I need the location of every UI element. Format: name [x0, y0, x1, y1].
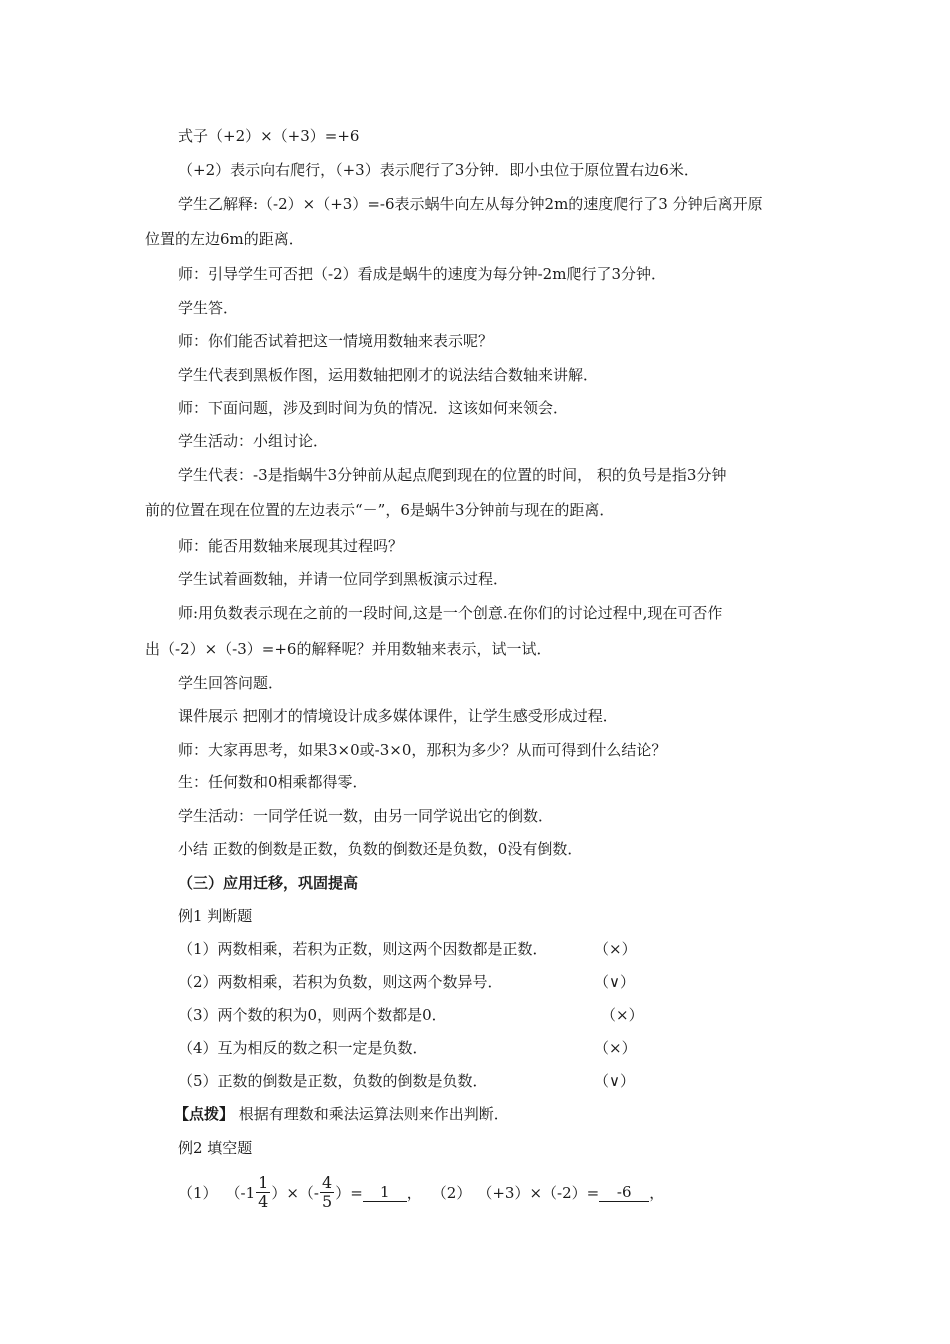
example-title: 例2 填空题	[178, 1139, 253, 1157]
judge-item: （2）两数相乘，若积为负数，则这两个数异号．	[178, 973, 503, 991]
text-line: 学生代表：-3是指蜗牛3分钟前从起点爬到现在的位置的时间， 积的负号是指3分钟	[178, 466, 727, 484]
judge-answer: （∨）	[594, 1072, 635, 1090]
fraction-numerator: 4	[322, 1172, 333, 1192]
judge-item: （5）正数的倒数是正数，负数的倒数是负数．	[178, 1072, 488, 1090]
fraction-denominator: 4	[258, 1191, 269, 1211]
example-title: 例1 判断题	[178, 907, 253, 925]
text-line: 生：任何数和0相乘都得零．	[178, 773, 368, 791]
text-line: 师：引导学生可否把（-2）看成是蜗牛的速度为每分钟-2m爬行了3分钟．	[178, 265, 666, 283]
hint-line	[174, 1104, 509, 1124]
text-line: 式子（+2）×（+3）=+6	[178, 127, 360, 145]
judge-answer: （×）	[594, 1039, 637, 1057]
text-line: 位置的左边6m的距离．	[145, 230, 304, 248]
separator: ，	[406, 1183, 422, 1202]
judge-item: （3）两个数的积为0，则两个数都是0．	[178, 1006, 447, 1024]
text-line: 小结 正数的倒数是正数，负数的倒数还是负数，0没有倒数．	[178, 840, 583, 858]
judge-answer: （×）	[601, 1006, 644, 1024]
text-line: 师：大家再思考，如果3×0或-3×0，那积为多少？从而可得到什么结论？	[178, 741, 667, 759]
text-line: 学生乙解释:（-2）×（+3）=-6表示蜗牛向左从每分钟2m的速度爬行了3 分钟后离开原	[178, 195, 763, 213]
hint-text: 根据有理数和乘法运算法则来作出判断．	[234, 1105, 509, 1123]
problem-label: （1）	[178, 1183, 218, 1202]
separator: ，	[649, 1183, 665, 1202]
text-line: 师：能否用数轴来展现其过程吗？	[178, 537, 404, 555]
fraction-denominator: 5	[322, 1191, 333, 1211]
answer-blank: -6	[599, 1183, 649, 1202]
judge-answer: （×）	[594, 940, 637, 958]
fraction-numerator: 1	[258, 1172, 269, 1192]
expression-text: ）=	[335, 1183, 363, 1202]
problem-label: （2）	[431, 1183, 472, 1202]
text-line: 课件展示 把刚才的情境设计成多媒体课件，让学生感受形成过程．	[178, 707, 618, 725]
text-line: 出（-2）×（-3）=+6的解释呢？并用数轴来表示，试一试．	[145, 640, 552, 658]
judge-item: （4）互为相反的数之积一定是负数．	[178, 1039, 428, 1057]
judge-answer: （∨）	[594, 973, 635, 991]
hint-tag: 【点拨】	[174, 1105, 235, 1123]
text-line: 前的位置在现在位置的左边表示“－”，6是蜗牛3分钟前与现在的距离．	[145, 501, 615, 519]
expression-text: （+3）×（-2）=	[477, 1183, 600, 1202]
text-line: 学生活动：一同学任说一数，由另一同学说出它的倒数．	[178, 807, 554, 825]
judge-item: （1）两数相乘，若积为正数，则这两个因数都是正数．	[178, 940, 548, 958]
fraction	[320, 1174, 334, 1211]
text-line: 师:用负数表示现在之前的一段时间,这是一个创意.在你们的讨论过程中,现在可否作	[178, 604, 723, 622]
text-line: 学生代表到黑板作图，运用数轴把刚才的说法结合数轴来讲解．	[178, 366, 599, 384]
expression-text: ）×（-	[271, 1183, 319, 1202]
text-line: 师：下面问题，涉及到时间为负的情况．这该如何来领会．	[178, 399, 569, 417]
text-line: 学生回答问题．	[178, 674, 284, 692]
section-heading: （三）应用迁移，巩固提高	[178, 874, 359, 892]
text-line: 学生活动：小组讨论．	[178, 432, 329, 450]
fraction	[256, 1174, 270, 1211]
text-line: 学生答．	[178, 299, 239, 317]
answer-blank: 1	[363, 1183, 407, 1202]
expression-text: （-1	[225, 1183, 256, 1202]
text-line: 师：你们能否试着把这一情境用数轴来表示呢？	[178, 332, 494, 350]
text-line: （+2）表示向右爬行，（+3）表示爬行了3分钟．即小虫位于原位置右边6米．	[178, 161, 699, 179]
fill-blank-problem	[178, 1168, 664, 1216]
text-line: 学生试着画数轴，并请一位同学到黑板演示过程．	[178, 570, 509, 588]
